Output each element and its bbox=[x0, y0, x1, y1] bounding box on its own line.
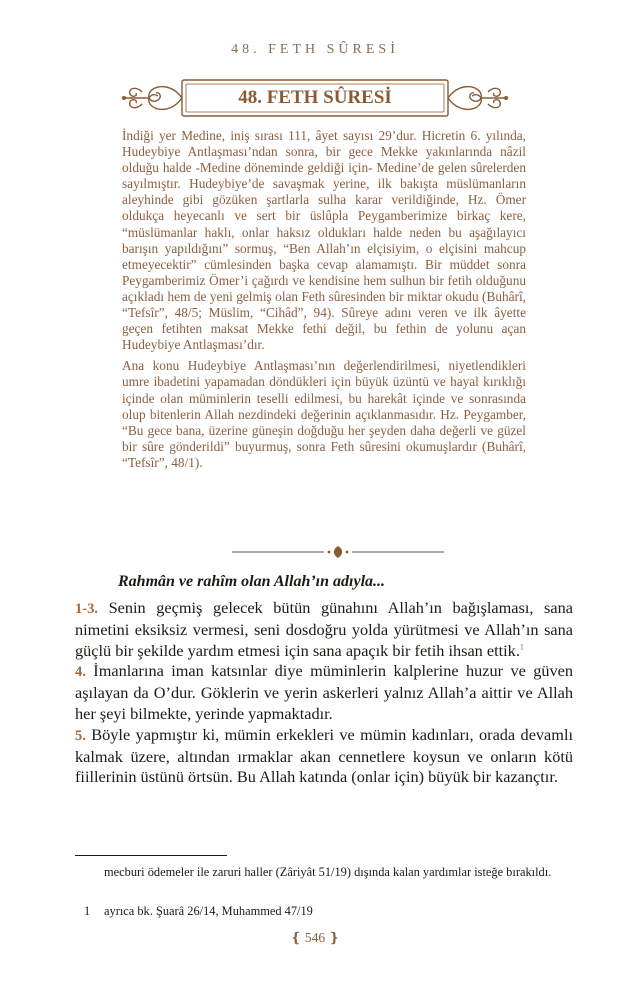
footnote-separator bbox=[75, 855, 227, 856]
verse-text: Böyle yapmıştır ki, mümin erkekleri ve mümin kadınları, orada devamlı kalmak üzere, altından ırmaklar akan cennetlere koysun ve onların kötü fiillerinin üstünü örtsün. Bu Allah katında (onlar için) büyük bir kazançtır. bbox=[75, 724, 573, 787]
surah-title: 48. FETH SÛRESİ bbox=[238, 87, 392, 108]
right-bracket-ornament-icon: ❵ bbox=[328, 930, 340, 945]
verses-block bbox=[75, 598, 573, 788]
left-bracket-ornament-icon: ❴ bbox=[290, 930, 302, 945]
verse-number: 1-3. bbox=[75, 601, 98, 617]
basmala: Rahmân ve rahîm olan Allah’ın adıyla... bbox=[118, 573, 386, 590]
footnote-continuation: mecburi ödemeler ile zaruri haller (Zâriyât 51/19) dışında kalan yardımlar isteğe bırakıldı. bbox=[104, 865, 552, 879]
section-divider bbox=[232, 545, 444, 559]
running-head: 48. FETH SÛRESİ bbox=[231, 42, 399, 57]
page-number: 546 bbox=[304, 930, 326, 945]
footnote-number: 1 bbox=[84, 904, 91, 918]
verse bbox=[75, 725, 573, 788]
footnote bbox=[84, 903, 574, 920]
verse bbox=[75, 598, 573, 661]
surah-title-frame bbox=[120, 74, 510, 122]
footnote-reference[interactable]: 1 bbox=[519, 642, 524, 652]
verse-number: 4. bbox=[75, 664, 86, 681]
intro-paragraph: Ana konu Hudeybiye Antlaşması’nın değerlendirilmesi, niyetlendikleri umre ibadetini yapamadan döndükleri için büyük üzüntü ve hayal kırıklığı içinde olan müminlerin teselli edilmesi, bu harekât içinde ve sonrasında olup bitenlerin Allah nezdindeki değerinin açıklanmasıdır. Hz. Peygamber, “Bu gece bana, üzerine güneşin doğduğu her şeyden daha değerli ve güzel bir sûre gönderildi” buyurmuş, sonra Feth sûresini okumuşlardır (Buhârî, “Tefsîr”, 48/1). bbox=[122, 358, 526, 470]
verse-number: 5. bbox=[75, 727, 86, 744]
verse-text: Senin geçmiş gelecek bütün günahını Allah’ın bağışlaması, sana nimetini eksiksiz vermesi, seni dosdoğru yolda yürütmesi ve Allah’ın sana güçlü bir şekilde yardım etmesi için sana apaçık bir fetih ihsan ettik. bbox=[75, 598, 573, 660]
page-number-block bbox=[0, 930, 630, 946]
surah-introduction bbox=[122, 128, 526, 476]
ornament-divider-icon bbox=[232, 545, 444, 559]
verse-text: İmanlarına iman katsınlar diye müminlerin kalplerine huzur ve güven aşılayan da O’dur. Göklerin ve yerin askerleri yalnız Allah’a aittir ve Allah her şeyi bilmekte, yerinde yapmaktadır. bbox=[75, 661, 574, 723]
verse bbox=[75, 661, 573, 724]
footnote-text: ayrıca bk. Şuarâ 26/14, Muhammed 47/19 bbox=[104, 904, 313, 918]
intro-paragraph: İndiği yer Medine, iniş sırası 111, âyet sayısı 29’dur. Hicretin 6. yılında, Hudeybiye Antlaşması’ndan sonra, bir gece Mekke yakınlarında nâzil olduğu halde -Medine döneminde geldiği için- Medine’de gelen sûrelerden sayılmıştır. Hudeybiye’de savaşmak yerine, ilk bakışta müslümanların aleyhinde gibi gözüken şartlarla sulha karar verildiğinde, Hz. Ömer oldukça heyecanlı ve sert bir üslûpla Peygamberimize birkaç kere, “müslümanlar haklı, onlar haksız oldukları halde neden bu aşağılayıcı barışın yapıldığını” sormuş, “Ben Allah’ın elçisiyim, o elçisini mahcup etmeyecektir” cümlesinden başka cevap alamamıştı. Bir müddet sonra Peygamberimiz Ömer’i çağırdı ve kendisine hem sulhun bir fetih olduğunu açıkladı hem de yeni gelmiş olan Feth sûresinden bir miktar okudu (Buhârî, “Tefsîr”, 48/5; Müslim, “Cihâd”, 94). Sûreye adını veren ve ilk âyette geçen fetihten maksat Mekke fethi değil, bu fethin de yolunu açan Hudeybiye Antlaşması’dır. bbox=[122, 128, 526, 353]
